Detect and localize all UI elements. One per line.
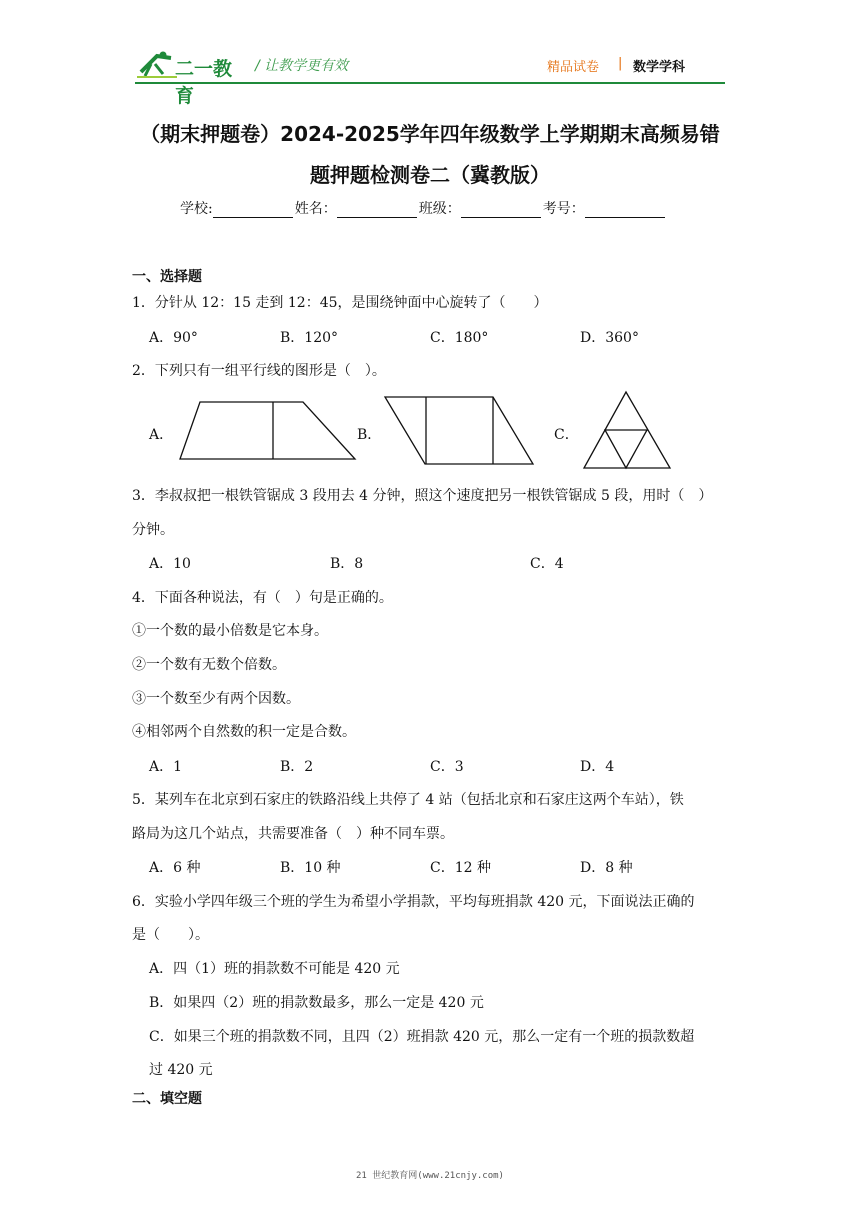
q4-option-b[interactable]: B．2 [280, 759, 314, 775]
q5-option-d[interactable]: D．8 种 [580, 860, 633, 876]
question-5-text-line1: 5．某列车在北京到石家庄的铁路沿线上共停了 4 站（包括北京和石家庄这两个车站），铁 [132, 792, 684, 808]
header-rule [135, 82, 725, 84]
q5-option-a[interactable]: A．6 种 [149, 860, 201, 876]
q5-option-c[interactable]: C．12 种 [430, 860, 491, 876]
q1-option-a[interactable]: A．90° [149, 330, 198, 346]
header-divider: | [618, 56, 623, 71]
q4-option-d[interactable]: D．4 [580, 759, 615, 775]
q1-option-b[interactable]: B．120° [280, 330, 339, 346]
school-blank[interactable] [213, 203, 293, 218]
q6-option-a[interactable]: A．四（1）班的捐款数不可能是 420 元 [149, 961, 400, 977]
section-heading-choice: 一、选择题 [132, 269, 202, 285]
logo-text: 二一教育 [175, 58, 233, 107]
student-info-line [180, 198, 667, 218]
q3-option-c[interactable]: C．4 [530, 556, 564, 572]
q3-option-a[interactable]: A．10 [149, 556, 191, 572]
q2-trapezoid-figure [178, 400, 358, 462]
q2-option-a[interactable]: A． [149, 427, 174, 443]
q4-option-a[interactable]: A．1 [149, 759, 183, 775]
q4-statement-2: ②一个数有无数个倍数。 [132, 657, 286, 673]
question-3-text-line1: 3．李叔叔把一根铁管锯成 3 段用去 4 分钟，照这个速度把另一根铁管锯成 5 段，用时（ ） [132, 488, 713, 504]
number-blank[interactable] [585, 203, 665, 218]
question-3-text-line2: 分钟。 [132, 522, 174, 538]
school-label: 学校: [180, 201, 213, 217]
question-4-text: 4．下面各种说法，有（ ）句是正确的。 [132, 590, 393, 606]
q1-option-c[interactable]: C．180° [430, 330, 489, 346]
q4-statement-1: ①一个数的最小倍数是它本身。 [132, 623, 328, 639]
section-heading-fill: 二、填空题 [132, 1091, 202, 1107]
q6-option-b[interactable]: B．如果四（2）班的捐款数最多，那么一定是 420 元 [149, 995, 484, 1011]
q6-option-c-line1[interactable]: C．如果三个班的捐款数不同，且四（2）班捐款 420 元，那么一定有一个班的损款数超 [149, 1029, 695, 1045]
question-2-text: 2．下列只有一组平行线的图形是（ ）。 [132, 363, 386, 379]
name-label: 姓名： [294, 201, 337, 217]
slogan: / 让教学更有效 [255, 58, 349, 74]
logo [137, 50, 247, 107]
page-footer: 21 世纪教育网(www.21cnjy.com) [356, 1171, 504, 1181]
q4-option-c[interactable]: C．3 [430, 759, 464, 775]
q2-parallelogram-figure [383, 395, 535, 465]
q1-option-d[interactable]: D．360° [580, 330, 639, 346]
q3-option-b[interactable]: B．8 [330, 556, 364, 572]
question-6-text-line2: 是（ ）。 [132, 927, 209, 943]
question-5-text-line2: 路局为这几个站点，共需要准备（ ）种不同车票。 [132, 826, 454, 842]
q2-option-b[interactable]: B． [357, 427, 382, 443]
q4-statement-4: ④相邻两个自然数的积一定是合数。 [132, 724, 356, 740]
page-title-line2: 题押题检测卷二（冀教版） [310, 163, 550, 187]
q5-option-b[interactable]: B．10 种 [280, 860, 341, 876]
q6-option-c-line2: 过 420 元 [149, 1062, 213, 1078]
number-label: 考号： [542, 201, 585, 217]
header-tag-subject: 数学学科 [633, 60, 686, 75]
class-blank[interactable] [461, 203, 541, 218]
question-6-text-line1: 6．实验小学四年级三个班的学生为希望小学捐款，平均每班捐款 420 元，下面说法正确的 [132, 894, 695, 910]
q2-triangle-figure [582, 390, 672, 470]
header-tag-premium: 精品试卷 [547, 60, 600, 75]
q4-statement-3: ③一个数至少有两个因数。 [132, 691, 300, 707]
name-blank[interactable] [337, 203, 417, 218]
page-title-line1: （期末押题卷）2024-2025学年四年级数学上学期期末高频易错 [140, 122, 720, 146]
class-label: 班级： [418, 201, 461, 217]
question-1-text: 1．分针从 12：15 走到 12：45，是围绕钟面中心旋转了（ ） [132, 295, 548, 311]
q2-option-c[interactable]: C． [554, 427, 579, 443]
